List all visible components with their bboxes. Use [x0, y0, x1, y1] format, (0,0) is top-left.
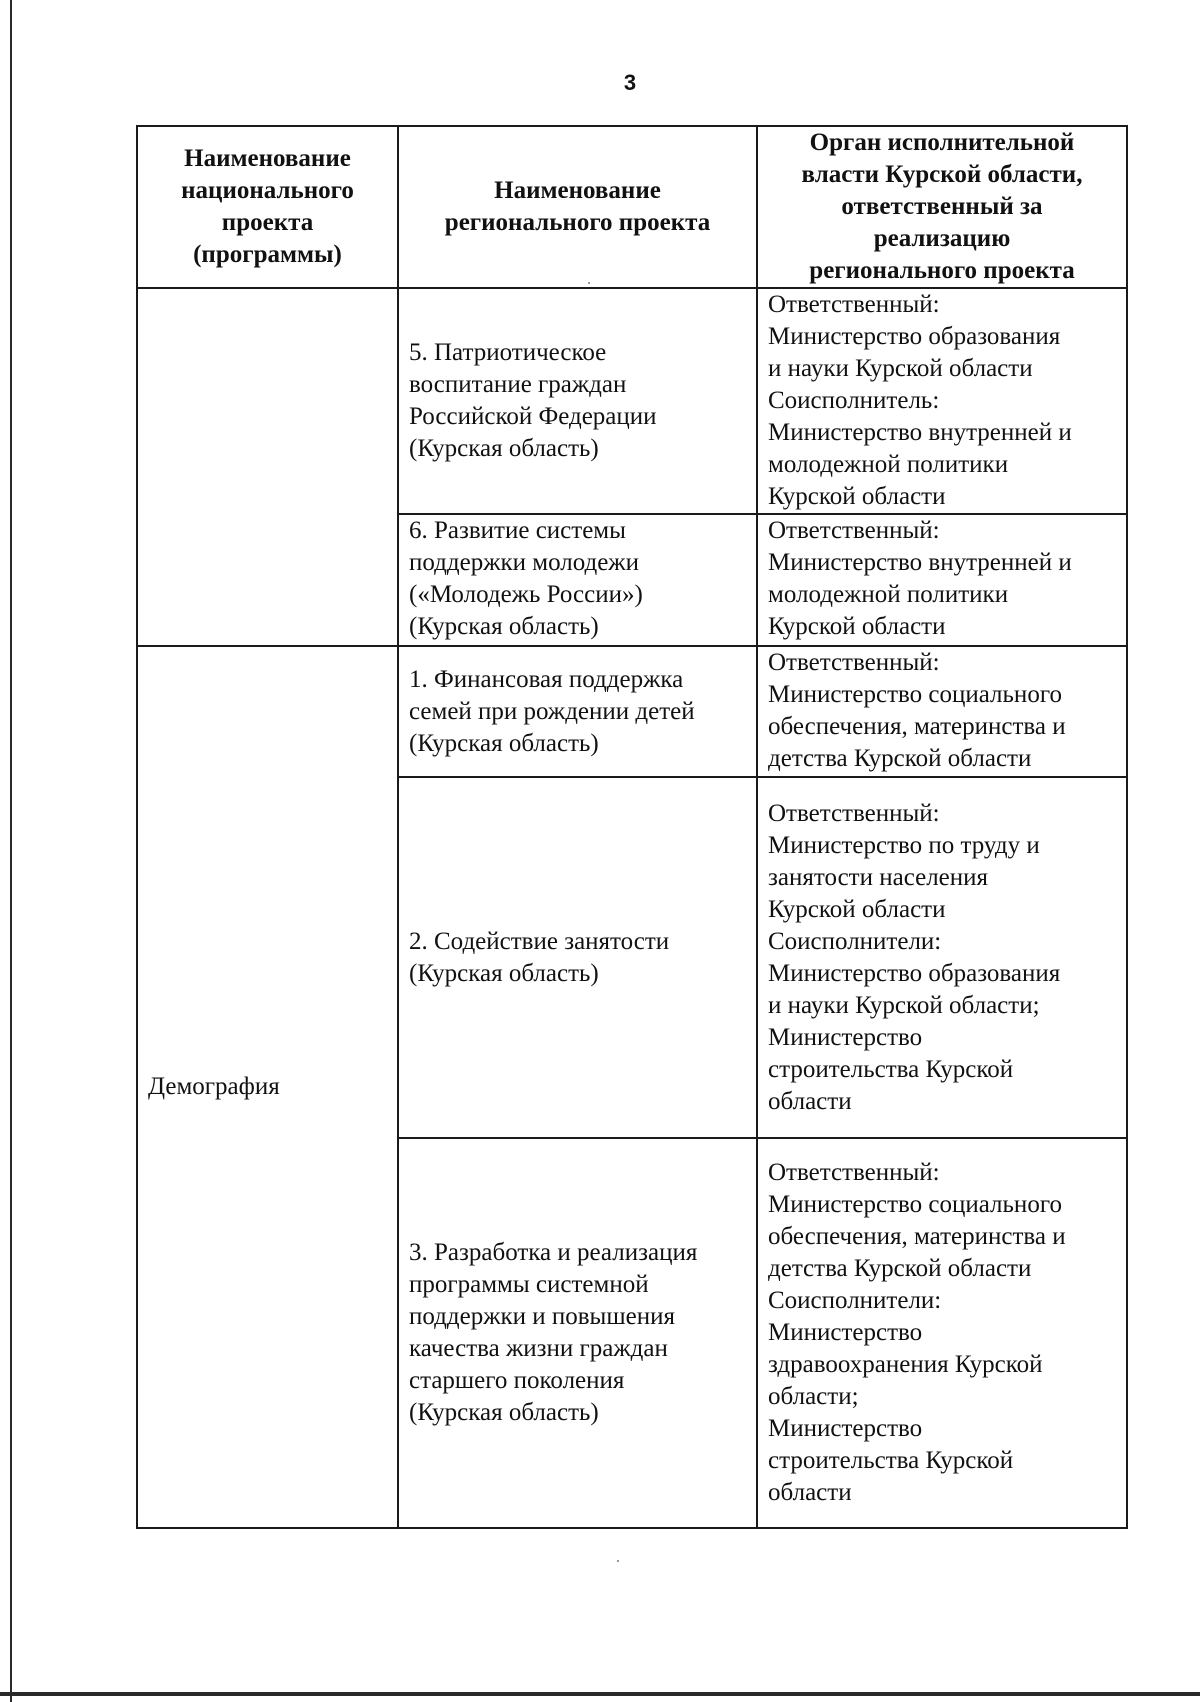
national-project-cell: [137, 288, 398, 646]
authority-text: Ответственный: Министерство по труду и занятости населения Курской области Соисполнители: Министерство образования и науки Курской области; Министерство строительства Курской области: [768, 799, 1061, 1115]
regional-project-cell: [398, 1138, 757, 1528]
header-regional-project: [398, 126, 757, 288]
scan-bottom-edge: [0, 1692, 1200, 1696]
header-executive-authority: [757, 126, 1127, 288]
header-national-project-text: Наименование национального проекта (программы): [181, 145, 354, 268]
regional-project-text: 3. Разработка и реализация программы системной поддержки и повышения качества жизни граждан старшего поколения (Курская область): [409, 1239, 698, 1426]
national-project-cell: [137, 646, 398, 1528]
regional-project-cell: [398, 777, 757, 1138]
scan-speck: [617, 1560, 619, 1562]
scan-left-edge: [10, 0, 12, 1702]
regional-project-cell: [398, 288, 757, 514]
scan-speck: [588, 282, 590, 284]
regional-project-text: 6. Развитие системы поддержки молодежи («Молодежь России») (Курская область): [409, 517, 643, 640]
regional-project-text: 5. Патриотическое воспитание граждан Российской Федерации (Курская область): [409, 339, 657, 462]
authority-text: Ответственный: Министерство внутренней и молодежной политики Курской области: [768, 517, 1072, 640]
authority-text: Ответственный: Министерство социального обеспечения, материнства и детства Курской области: [768, 649, 1066, 772]
authority-cell: [757, 1138, 1127, 1528]
table-row: [137, 288, 1127, 514]
header-national-project: [137, 126, 398, 288]
page-number: 3: [623, 70, 637, 95]
regional-project-cell: [398, 646, 757, 777]
national-project-text: Демография: [148, 1073, 280, 1100]
table-row: [137, 646, 1127, 777]
header-regional-project-text: Наименование регионального проекта: [444, 177, 711, 236]
authority-cell: [757, 646, 1127, 777]
regional-project-text: 1. Финансовая поддержка семей при рождении детей (Курская область): [409, 665, 695, 757]
regional-projects-table: [136, 125, 1128, 1529]
authority-cell: [757, 777, 1127, 1138]
authority-cell: [757, 514, 1127, 646]
regional-project-text: 2. Содействие занятости (Курская область): [409, 927, 670, 987]
header-executive-authority-text: Орган исполнительной власти Курской области, ответственный за реализацию регионального проекта: [801, 129, 1083, 284]
authority-text: Ответственный: Министерство социального обеспечения, материнства и детства Курской области Соисполнители: Министерство здравоохранения Курской области; Министерство строительства Курской области: [768, 1159, 1066, 1506]
regional-project-cell: [398, 514, 757, 646]
authority-text: Ответственный: Министерство образования и науки Курской области Соисполнитель: Министерство внутренней и молодежной политики Курской области: [768, 291, 1072, 510]
table-header-row: [137, 126, 1127, 288]
authority-cell: [757, 288, 1127, 514]
